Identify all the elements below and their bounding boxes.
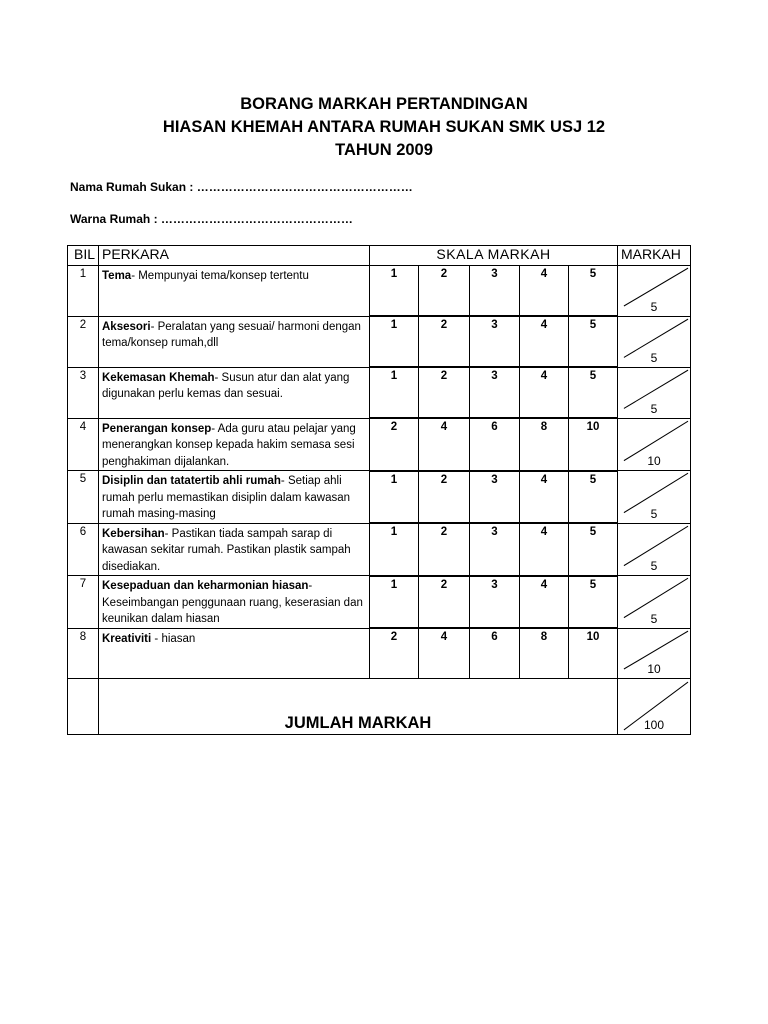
criteria-description: - Ada guru atau pelajar yang menerangkan konsep kepada hakim semasa sesi penghakiman dijalankan.	[102, 422, 356, 468]
total-no-cell	[68, 679, 99, 735]
criteria-description: - Keseimbangan penggunaan ruang, keserasian dan keunikan dalam hiasan	[102, 580, 363, 625]
table-row	[68, 523, 691, 576]
table-row	[68, 266, 691, 317]
row-number: 1	[68, 266, 99, 317]
scale-option[interactable]: 4	[419, 418, 470, 471]
header-markah: MARKAH	[618, 246, 691, 266]
scale-option[interactable]: 3	[470, 471, 520, 524]
total-label: JUMLAH MARKAH	[99, 679, 618, 735]
scale-option[interactable]: 2	[419, 471, 470, 524]
row-number: 8	[68, 628, 99, 679]
header-skala-markah: SKALA MARKAH	[370, 246, 618, 266]
max-mark: 5	[650, 350, 658, 365]
scale-option[interactable]: 2	[419, 576, 470, 629]
criteria-title: Disiplin dan tatatertib ahli rumah	[102, 475, 281, 487]
criteria-title: Tema	[102, 270, 132, 282]
criteria-cell	[99, 418, 370, 471]
total-max-mark: 100	[643, 718, 665, 732]
mark-cell[interactable]	[618, 367, 691, 418]
mark-cell[interactable]	[618, 576, 691, 629]
table-row	[68, 628, 691, 679]
scale-option[interactable]: 3	[470, 576, 520, 629]
row-number: 5	[68, 471, 99, 524]
scale-option[interactable]: 4	[419, 628, 470, 679]
house-name-field[interactable]: Nama Rumah Sukan : ………………………………………………	[70, 180, 413, 194]
criteria-title: Kebersihan	[102, 527, 165, 540]
criteria-cell	[99, 316, 370, 367]
scale-option[interactable]: 4	[520, 523, 569, 576]
scale-option[interactable]: 1	[370, 367, 419, 418]
mark-cell[interactable]	[618, 628, 691, 679]
mark-cell[interactable]	[618, 266, 691, 317]
score-table	[67, 245, 691, 735]
table-body	[68, 266, 691, 679]
max-mark: 5	[650, 559, 658, 573]
scale-option[interactable]: 2	[419, 266, 470, 317]
scale-option[interactable]: 3	[470, 523, 520, 576]
mark-cell[interactable]	[618, 316, 691, 367]
scale-option[interactable]: 3	[470, 367, 520, 418]
table-row	[68, 418, 691, 471]
scale-option[interactable]: 1	[370, 576, 419, 629]
criteria-title: Kekemasan Khemah	[102, 371, 215, 384]
title-line-3: TAHUN 2009	[335, 141, 433, 159]
row-number: 3	[68, 367, 99, 418]
criteria-description: - Mempunyai tema/konsep tertentu	[131, 270, 309, 282]
row-number: 4	[68, 418, 99, 471]
mark-cell[interactable]	[618, 471, 691, 524]
row-number: 7	[68, 576, 99, 629]
table-header-row	[68, 246, 691, 266]
title-line-2: HIASAN KHEMAH ANTARA RUMAH SUKAN SMK USJ 12	[162, 118, 606, 136]
scale-option[interactable]: 4	[520, 266, 569, 317]
house-color-field[interactable]: Warna Rumah : …………………………………………	[70, 212, 353, 226]
scale-option[interactable]: 10	[569, 628, 618, 679]
max-mark: 5	[650, 299, 658, 314]
criteria-cell	[99, 266, 370, 317]
max-mark: 5	[650, 611, 658, 626]
scale-option[interactable]: 2	[370, 628, 419, 679]
mark-cell[interactable]	[618, 523, 691, 576]
criteria-title: Kesepaduan dan keharmonian hiasan	[102, 580, 309, 592]
criteria-description: - Pastikan tiada sampah sarap di kawasan sekitar rumah. Pastikan plastik sampah disediakan.	[102, 527, 351, 573]
criteria-description: - Susun atur dan alat yang digunakan perlu kemas dan sesuai.	[102, 371, 350, 400]
criteria-title: Aksesori	[102, 320, 151, 333]
scale-option[interactable]: 3	[470, 316, 520, 367]
scale-option[interactable]: 5	[569, 471, 618, 524]
criteria-cell	[99, 576, 370, 629]
scale-option[interactable]: 4	[520, 576, 569, 629]
table-row	[68, 576, 691, 629]
header-perkara: PERKARA	[99, 246, 370, 266]
scale-option[interactable]: 8	[520, 628, 569, 679]
scale-option[interactable]: 5	[569, 367, 618, 418]
scale-option[interactable]: 1	[370, 523, 419, 576]
criteria-cell	[99, 523, 370, 576]
scale-option[interactable]: 10	[569, 418, 618, 471]
criteria-description: - Peralatan yang sesuai/ harmoni dengan tema/konsep rumah,dll	[102, 320, 361, 349]
scale-option[interactable]: 5	[569, 316, 618, 367]
total-row	[68, 679, 691, 735]
criteria-cell	[99, 628, 370, 679]
scale-option[interactable]: 3	[470, 266, 520, 317]
total-mark-cell[interactable]	[618, 679, 691, 735]
scale-option[interactable]: 4	[520, 367, 569, 418]
max-mark: 5	[650, 401, 658, 416]
scale-option[interactable]: 1	[370, 266, 419, 317]
scale-option[interactable]: 2	[370, 418, 419, 471]
max-mark: 5	[650, 506, 658, 521]
scale-option[interactable]: 4	[520, 316, 569, 367]
max-mark: 10	[647, 662, 661, 676]
mark-cell[interactable]	[618, 418, 691, 471]
scale-option[interactable]: 2	[419, 367, 470, 418]
criteria-description: - hiasan	[151, 632, 196, 645]
header-bil: BIL	[68, 246, 99, 266]
scale-option[interactable]: 2	[419, 523, 470, 576]
scale-option[interactable]: 6	[470, 628, 520, 679]
table-row	[68, 367, 691, 418]
scale-option[interactable]: 5	[569, 523, 618, 576]
scale-option[interactable]: 5	[569, 266, 618, 317]
scale-option[interactable]: 1	[370, 471, 419, 524]
criteria-title: Penerangan konsep	[102, 422, 212, 435]
scale-option[interactable]: 5	[569, 576, 618, 629]
row-number: 2	[68, 316, 99, 367]
scale-option[interactable]: 2	[419, 316, 470, 367]
scale-option[interactable]: 4	[520, 471, 569, 524]
scale-option[interactable]: 6	[470, 418, 520, 471]
form-title	[0, 93, 768, 162]
criteria-description: - Setiap ahli rumah perlu memastikan disiplin dalam kawasan rumah masing-masing	[102, 475, 351, 520]
scale-option[interactable]: 8	[520, 418, 569, 471]
scale-option[interactable]: 1	[370, 316, 419, 367]
max-mark: 10	[647, 454, 661, 468]
table-row	[68, 471, 691, 524]
row-number: 6	[68, 523, 99, 576]
table-row	[68, 316, 691, 367]
criteria-cell	[99, 471, 370, 524]
criteria-cell	[99, 367, 370, 418]
criteria-title: Kreativiti	[102, 632, 152, 645]
title-line-1: BORANG MARKAH PERTANDINGAN	[240, 95, 528, 113]
